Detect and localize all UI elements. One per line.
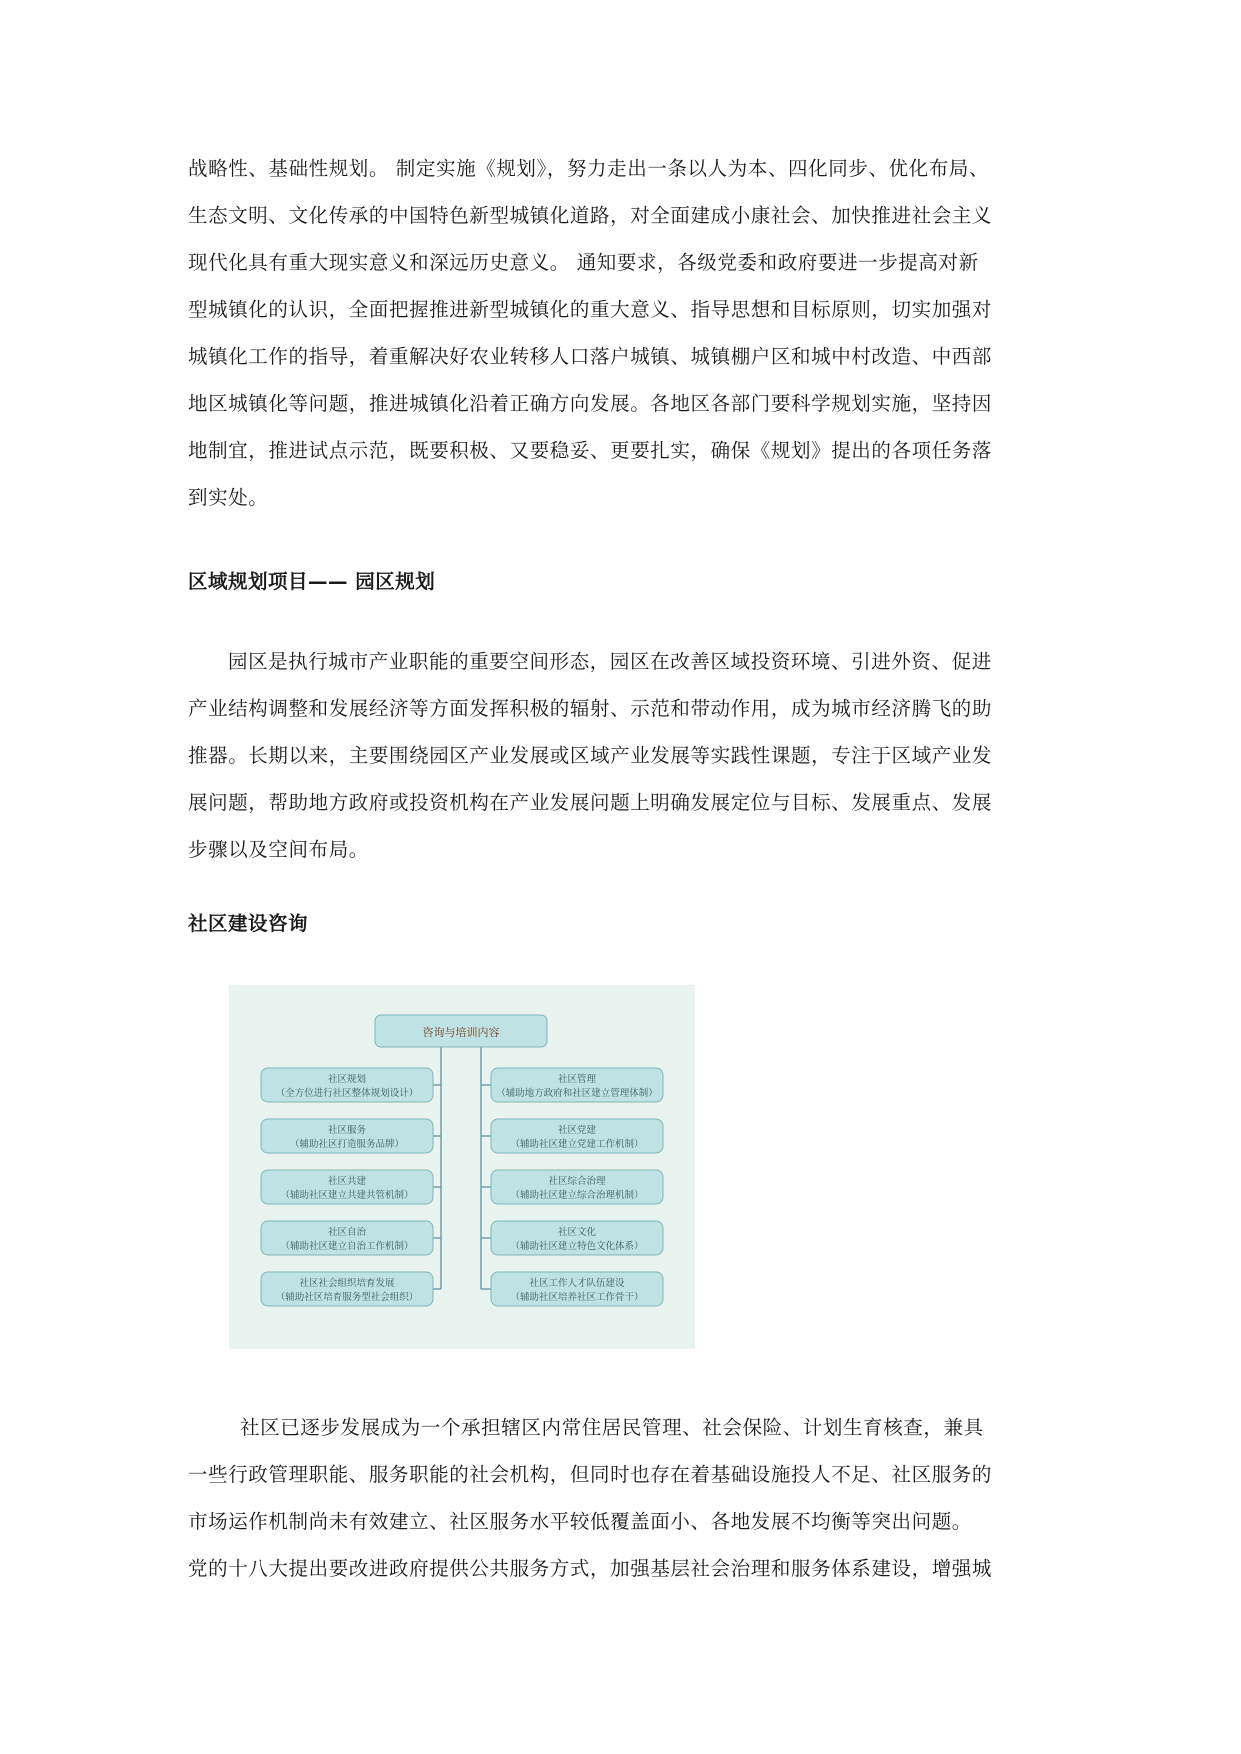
- node-label: 社区党建: [557, 1125, 597, 1136]
- diagram-title: 咨询与培训内容: [422, 1026, 500, 1039]
- node-description: （辅助社区培养社区工作骨干）: [510, 1292, 644, 1303]
- node-label: 社区社会组织培育发展: [299, 1278, 395, 1289]
- text-line: 现代化具有重大现实意义和深远历史意义。 通知要求，各级党委和政府要进一步提高对新: [188, 251, 979, 274]
- text-line: 市场运作机制尚未有效建立、社区服务水平较低覆盖面小、各地发展不均衡等突出问题。: [188, 1510, 972, 1533]
- text-line: 地制宜，推进试点示范，既要积极、又要稳妥、更要扎实，确保《规划》提出的各项任务落: [188, 439, 993, 462]
- text-line: 园区是执行城市产业职能的重要空间形态，园区在改善区域投资环境、引进外资、促进: [228, 650, 992, 673]
- diagram-node-right-1: [491, 1119, 663, 1153]
- diagram-node-right-0: [491, 1068, 663, 1102]
- node-description: （辅助社区建立自治工作机制）: [280, 1241, 414, 1252]
- node-description: （辅助社区打造服务品牌）: [289, 1139, 405, 1150]
- diagram-node-left-1: [261, 1119, 433, 1153]
- text-line: 展问题，帮助地方政府或投资机构在产业发展问题上明确发展定位与目标、发展重点、发展: [188, 791, 993, 814]
- text-line: 生态文明、文化传承的中国特色新型城镇化道路，对全面建成小康社会、加快推进社会主义: [188, 204, 993, 227]
- text-line: 社区已逐步发展成为一个承担辖区内常住居民管理、社会保险、计划生育核查，兼具: [240, 1416, 984, 1439]
- node-label: 社区工作人才队伍建设: [529, 1278, 625, 1289]
- diagram-node-left-3: [261, 1221, 433, 1255]
- node-label: 社区自治: [327, 1227, 367, 1238]
- text-line: 城镇化工作的指导，着重解决好农业转移人口落户城镇、城镇棚户区和城中村改造、中西部: [188, 345, 993, 368]
- text-line: 步骤以及空间布局。: [188, 838, 369, 861]
- text-line: 党的十八大提出要改进政府提供公共服务方式，加强基层社会治理和服务体系建设，增强城: [188, 1557, 993, 1580]
- paragraph-urbanization: [188, 145, 1052, 521]
- node-label: 社区规划: [327, 1074, 367, 1085]
- paragraph-park-planning: [188, 638, 1052, 873]
- diagram-canvas: [229, 985, 695, 1349]
- text-line: 战略性、基础性规划。 制定实施《规划》，努力走出一条以人为本、四化同步、优化布局、: [188, 157, 990, 180]
- node-description: （辅助社区建立特色文化体系）: [510, 1241, 644, 1252]
- text-line: 地区城镇化等问题，推进城镇化沿着正确方向发展。各地区各部门要科学规划实施，坚持因: [188, 392, 993, 415]
- diagram-node-right-3: [491, 1221, 663, 1255]
- node-label: 社区服务: [327, 1125, 367, 1136]
- node-label: 社区综合治理: [548, 1176, 606, 1187]
- text-line: 一些行政管理职能、服务职能的社会机构，但同时也存在着基础设施投人不足、社区服务的: [188, 1463, 993, 1486]
- diagram-node-left-2: [261, 1170, 433, 1204]
- node-description: （辅助社区建立共建共管机制）: [280, 1190, 414, 1201]
- text-line: 推器。长期以来，主要围绕园区产业发展或区域产业发展等实践性课题，专注于区域产业发: [188, 744, 993, 767]
- diagram-node-left-0: [261, 1068, 433, 1102]
- node-label: 社区管理: [557, 1074, 597, 1085]
- consulting-diagram: [229, 985, 695, 1349]
- node-label: 社区共建: [327, 1176, 367, 1187]
- node-description: （辅助社区培育服务型社会组织）: [275, 1292, 419, 1303]
- text-line: 产业结构调整和发展经济等方面发挥积极的辐射、示范和带动作用，成为城市经济腾飞的助: [188, 697, 993, 720]
- section-heading-community-consulting: 社区建设咨询: [188, 912, 309, 935]
- section-heading-park-planning: 区域规划项目—— 园区规划: [188, 570, 436, 593]
- text-line: 到实处。: [188, 486, 269, 509]
- node-description: （全方位进行社区整体规划设计）: [275, 1088, 419, 1099]
- node-description: （辅助社区建立党建工作机制）: [510, 1139, 644, 1150]
- node-label: 社区文化: [557, 1227, 597, 1238]
- diagram-node-left-4: [261, 1272, 433, 1306]
- node-description: （辅助社区建立综合治理机制）: [510, 1190, 644, 1201]
- diagram-node-right-4: [491, 1272, 663, 1306]
- text-line: 型城镇化的认识，全面把握推进新型城镇化的重大意义、指导思想和目标原则，切实加强对: [188, 298, 993, 321]
- diagram-node-right-2: [491, 1170, 663, 1204]
- node-description: （辅助地方政府和社区建立管理体制）: [496, 1088, 658, 1099]
- diagram-title-box: [375, 1015, 547, 1047]
- paragraph-community: [188, 1404, 1052, 1592]
